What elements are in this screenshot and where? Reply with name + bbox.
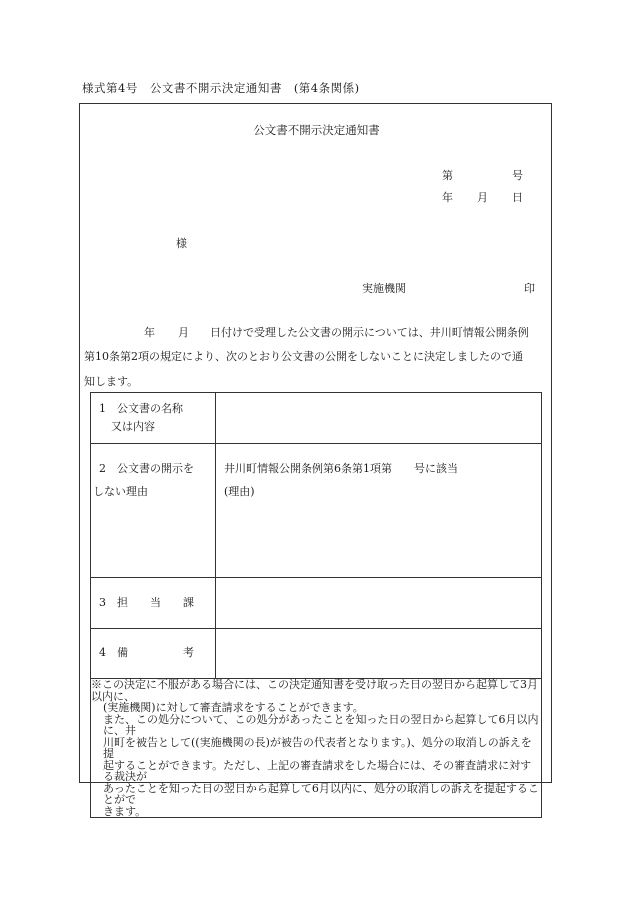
row4-label: 4 備 考 (99, 646, 194, 659)
notice-frame (79, 103, 552, 818)
row4-value-cell (216, 629, 542, 679)
row1-label-line1: 1 公文書の名称 (99, 402, 183, 415)
table-row (91, 629, 542, 679)
body-paragraph (84, 344, 546, 394)
note-line-6: あったことを知った日の翌日から起算して6月以内に、処分の取消しの訴えを提起することがで (103, 781, 539, 806)
body-line-3: 知します。 (84, 375, 139, 388)
body-line-2: 第10条第2項の規定により、次のとおり公文書の公開をしないことに決定しましたので通 (84, 350, 523, 363)
note-line-4: 川町を被告として((実施機関の長)が被告の代表者となります。)、処分の取消しの訴えを提 (103, 735, 532, 760)
document-title: 公文書不開示決定通知書 (253, 123, 380, 137)
row2-value-cell (216, 444, 542, 578)
notice-table (90, 392, 542, 818)
note-line-3: また、この処分について、この処分があったことを知った日の翌日から起算して6月以内に、井 (103, 712, 539, 737)
number-suffix: 号 (512, 169, 523, 182)
row2-label-cell (91, 444, 216, 578)
number-prefix: 第 (442, 169, 453, 182)
row2-label-line2: しない理由 (93, 485, 148, 498)
note-line-1: ※この決定に不服がある場合には、この決定通知書を受け取った日の翌日から起算して3月以内に、 (91, 678, 538, 703)
date-month: 月 (477, 191, 488, 204)
note-row (91, 679, 542, 818)
note-line-7: きます。 (103, 804, 147, 818)
addressee-suffix: 様 (176, 237, 187, 250)
row3-label-cell (91, 578, 216, 629)
row3-label: 3 担 当 課 (99, 596, 194, 609)
appeal-note (91, 679, 542, 818)
form-number-title: 様式第4号 公文書不開示決定通知書 (第4条関係) (82, 81, 360, 95)
row2-value-line2: (理由) (224, 485, 255, 498)
table-row (91, 578, 542, 629)
row4-label-cell (91, 629, 216, 679)
note-line-5: 起することができます。ただし、上記の審査請求をした場合には、その審査請求に対する裁決が (103, 758, 532, 783)
body-month: 月 (178, 326, 189, 339)
row2-value-line1: 井川町情報公開条例第6条第1項第 号に該当 (224, 462, 458, 475)
row1-value-cell (216, 393, 542, 444)
date-year: 年 (442, 191, 453, 204)
row1-label-line2: 又は内容 (111, 420, 155, 433)
body-year: 年 (144, 326, 155, 339)
seal-mark: 印 (524, 282, 535, 295)
note-line-2: (実施機関)に対して審査請求をすることができます。 (103, 701, 364, 714)
row1-label-cell (91, 393, 216, 444)
table-row (91, 393, 542, 444)
body-line-1: 日付けで受理した公文書の開示については、井川町情報公開条例 (210, 326, 529, 339)
agency-label: 実施機関 (362, 282, 406, 295)
row2-label-line1: 2 公文書の開示を (99, 462, 194, 475)
table-row (91, 444, 542, 578)
date-day: 日 (512, 191, 523, 204)
row3-value-cell (216, 578, 542, 629)
